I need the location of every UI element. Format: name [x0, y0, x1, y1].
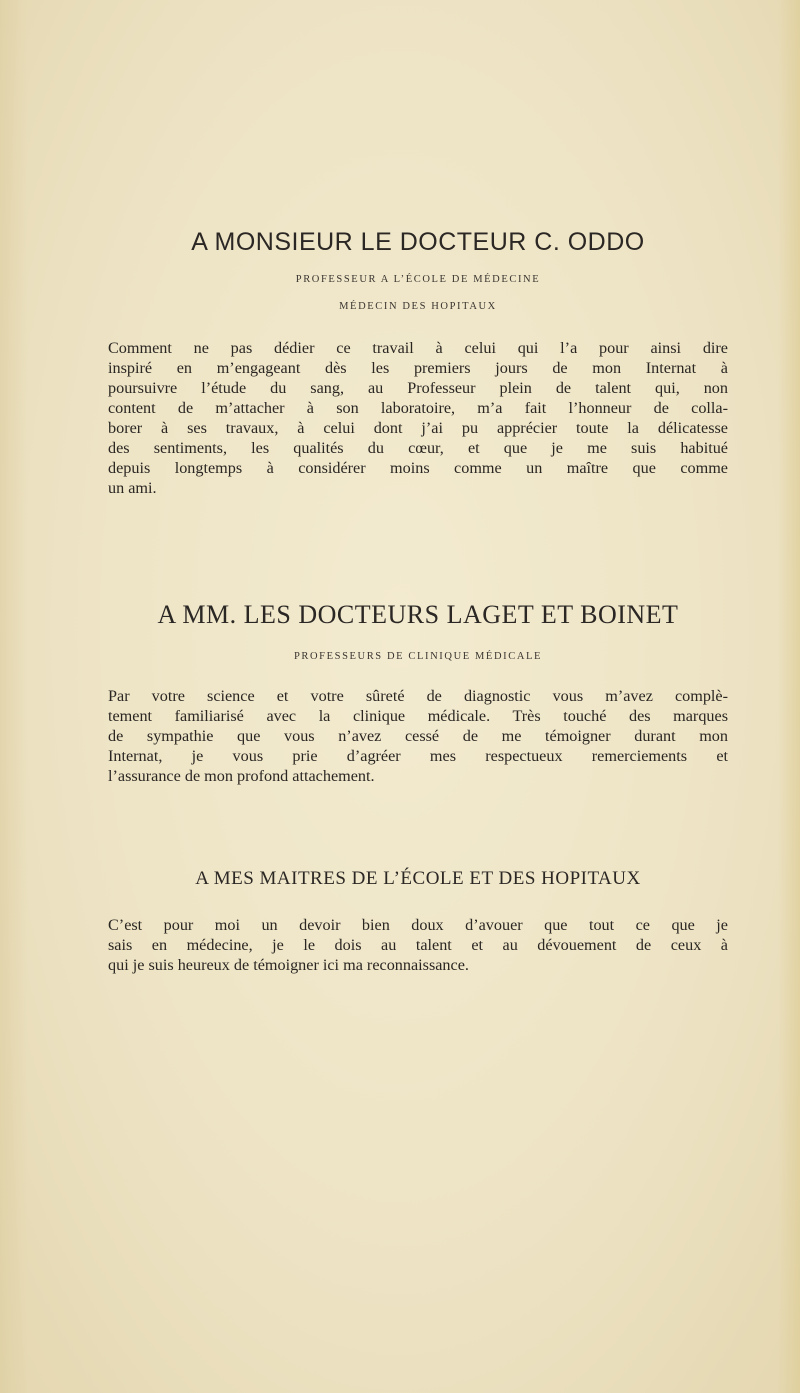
- paragraph-line: poursuivre l’étude du sang, au Professeur plein de talent qui, non: [108, 379, 728, 397]
- dedication-paragraph-maitres: [108, 915, 728, 975]
- page-edge-shadow-right: [778, 0, 800, 1393]
- dedication-heading-maitres: A MES MAITRES DE L’ÉCOLE ET DES HOPITAUX: [195, 868, 641, 889]
- paragraph-line: qui je suis heureux de témoigner ici ma reconnaissance.: [108, 956, 469, 974]
- dedication-subtitle-professeur: PROFESSEUR A L’ÉCOLE DE MÉDECINE: [295, 274, 541, 285]
- dedication-paragraph-oddo: [108, 338, 728, 498]
- dedication-paragraph-laget-boinet: [108, 686, 728, 786]
- page-edge-shadow-left: [0, 0, 28, 1393]
- paragraph-line: Par votre science et votre sûreté de diagnostic vous m’avez complè-: [108, 687, 728, 705]
- paragraph-line: des sentiments, les qualités du cœur, et que je me suis habitué: [108, 439, 728, 457]
- paragraph-line: Comment ne pas dédier ce travail à celui qui l’a pour ainsi dire: [108, 339, 728, 357]
- paragraph-line: inspiré en m’engageant dès les premiers jours de mon Internat à: [108, 359, 728, 377]
- paragraph-line: borer à ses travaux, à celui dont j’ai pu apprécier toute la délicatesse: [108, 419, 728, 437]
- paragraph-line: content de m’attacher à son laboratoire, m’a fait l’honneur de colla-: [108, 399, 728, 417]
- paragraph-line: de sympathie que vous n’avez cessé de me témoigner durant mon: [108, 727, 728, 745]
- dedication-heading-laget-boinet: A MM. LES DOCTEURS LAGET ET BOINET: [157, 600, 679, 629]
- paragraph-line: C’est pour moi un devoir bien doux d’avouer que tout ce que je: [108, 916, 728, 934]
- paragraph-line: depuis longtemps à considérer moins comme un maître que comme: [108, 459, 728, 477]
- paragraph-line: l’assurance de mon profond attachement.: [108, 767, 375, 785]
- paragraph-line: un ami.: [108, 479, 157, 497]
- dedication-subtitle-clinique: PROFESSEURS DE CLINIQUE MÉDICALE: [293, 651, 543, 662]
- paragraph-line: Internat, je vous prie d’agréer mes respectueux remerciements et: [108, 747, 728, 765]
- dedication-heading-oddo: A MONSIEUR LE DOCTEUR C. ODDO: [191, 228, 645, 256]
- dedication-subtitle-medecin: MÉDECIN DES HOPITAUX: [339, 301, 497, 312]
- paragraph-line: sais en médecine, je le dois au talent et au dévouement de ceux à: [108, 936, 728, 954]
- paragraph-line: tement familiarisé avec la clinique médicale. Très touché des marques: [108, 707, 728, 725]
